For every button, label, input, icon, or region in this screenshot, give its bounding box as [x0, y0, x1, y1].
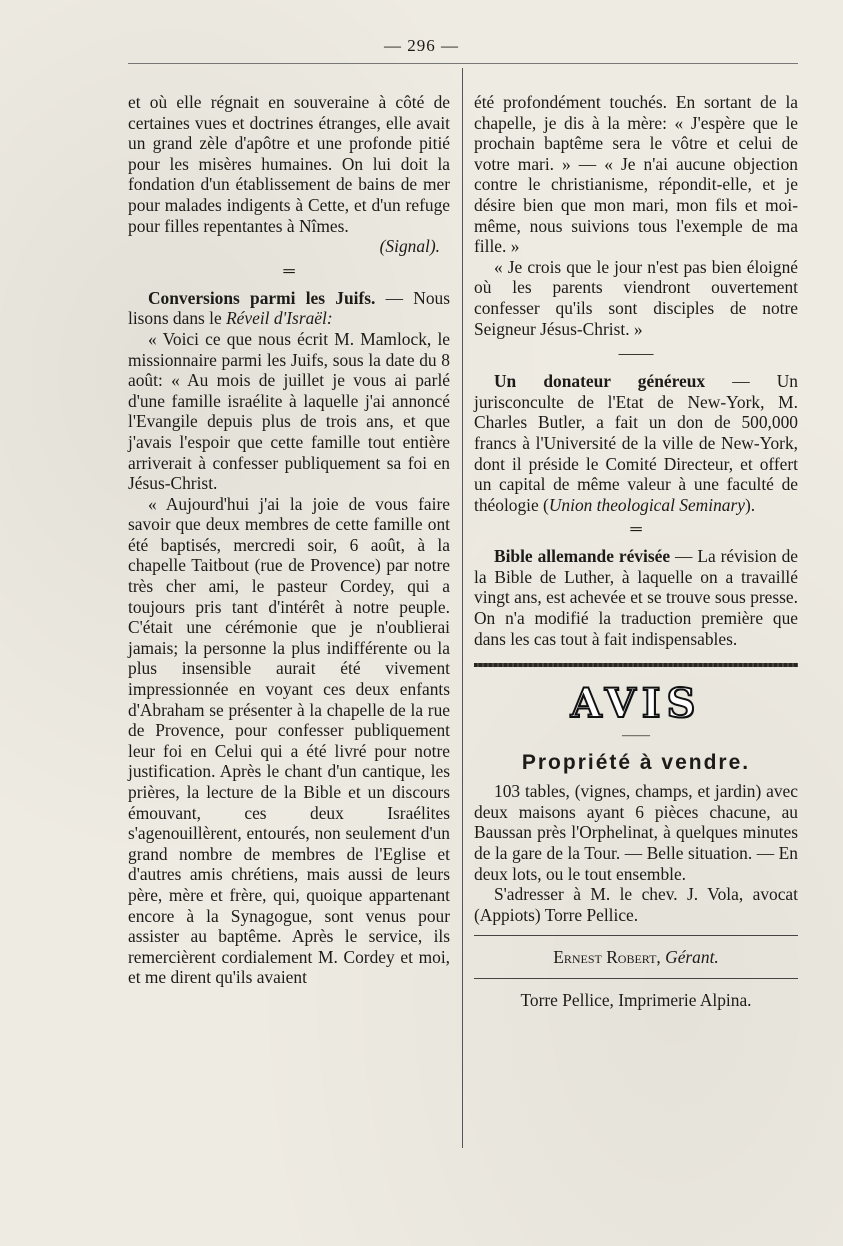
article-text: — La révision de la Bible de Luther, à laquelle on a travaillé vingt ans, est achevée et se trouve sous presse. On n'a modifié la traduction première que dans les cas tout à fait indispensables.	[474, 546, 798, 649]
donateur-article	[474, 371, 798, 515]
article-paragraph: « Je crois que le jour n'est pas bien éloigné où les parents viendront ouvertement confesser qu'ils sont disciples de notre Seigneur Jésus-Christ. »	[474, 256, 798, 339]
article-title: Un donateur généreux	[494, 371, 706, 392]
obituary-continuation: et où elle régnait en souveraine à côté de certaines vues et doctrines étranges, elle avait un grand zèle d'apôtre et une profonde pitié pour les misères humaines. On lui doit la fondation d'un établissement de bains de mer pour malades indigents à Cette, et d'un refuge pour filles repentantes à Nîmes.	[128, 92, 450, 236]
heavy-rule	[474, 663, 798, 667]
thin-rule	[474, 935, 798, 936]
article-paragraph: été profondément touchés. En sortant de la chapelle, je dis à la mère: « J'espère que le prochain baptême sera le vôtre et celui de votre mari. » — « Je n'ai aucune objection contre le christianisme, répondit-elle, et je désire bien que mon mari, mon fils et moi-même, nous suivions tous l'exemple de ma fille. »	[474, 92, 798, 257]
section-separator: ═	[630, 521, 642, 539]
section-separator: ═	[283, 262, 295, 280]
gerant-name: Ernest Robert,	[553, 947, 661, 968]
conversions-article-heading	[128, 288, 450, 329]
article-text-end: ).	[744, 494, 756, 515]
contact-text: S'adresser à M. le chev. J. Vola, avocat (Appiots) Torre Pellice.	[474, 884, 798, 925]
article-title: Bible allemande révisée	[494, 546, 671, 567]
header-rule	[128, 63, 798, 64]
avis-separator: ——	[622, 728, 650, 744]
gerant-title: Gérant.	[665, 947, 719, 968]
column-divider	[462, 68, 463, 1148]
bible-article	[474, 546, 798, 649]
avis-heading: AVIS	[570, 680, 702, 728]
article-intro: — Nous lisons dans le	[128, 287, 450, 329]
property-text: 103 tables, (vignes, champs, et jardin) avec deux maisons ayant 6 pièces chacune, au Baussan près l'Orphelinat, à quelques minutes de la gare de la Tour. — Belle situation. — En deux lots, ou le tout ensemble.	[474, 781, 798, 884]
gerant-line	[474, 946, 798, 968]
article-paragraph: « Voici ce que nous écrit M. Mamlock, le missionnaire parmi les Juifs, sous la date du 8 août: « Au mois de juillet je vous ai parlé d'une famille israélite à laquelle j'ai annoncé l'Evangile depuis plus de trois ans, et que j'avais l'espoir que cette famille tout entière arriverait à confesser publiquement sa foi en Jésus-Christ.	[128, 328, 450, 494]
page-number: — 296 —	[384, 36, 459, 55]
left-column	[128, 92, 450, 988]
article-source: Réveil d'Israël:	[226, 308, 333, 329]
section-separator: ——	[618, 343, 654, 364]
article-title: Conversions parmi les Juifs.	[148, 287, 376, 308]
article-source: Union theological Seminary	[548, 494, 745, 515]
right-column	[474, 92, 798, 1011]
thin-rule	[474, 978, 798, 979]
imprimerie-line: Torre Pellice, Imprimerie Alpina.	[520, 990, 752, 1011]
property-title: Propriété à vendre.	[521, 751, 751, 775]
article-text: — Un jurisconculte de l'Etat de New-York, M. Charles Butler, a fait un don de 500,000 francs à l'Université de la ville de New-York, dont il préside le Comité Directeur, et offert un capital de même valeur à une faculté de théologie (	[474, 371, 799, 515]
article-paragraph: « Aujourd'hui j'ai la joie de vous faire savoir que deux membres de cette famille ont été baptisés, mercredi soir, 6 août, à la chapelle Taitbout (rue de Provence) par notre très cher ami, le pasteur Cordey, qui a toujours pris tant d'intérêt à notre peuple. C'était une cérémonie que je n'oublierai jamais; la personne la plus indifférente ou la plus insensible aurait été vivement impressionnée en voyant ces deux enfants d'Abraham se présenter à la chapelle de la rue de Provence, pour confesser publiquement leur foi en Celui qui a été livré pour notre justification. Après le chant d'un cantique, les prières, la lecture de la Bible et un discours émouvant, ces deux Israélites s'agenouillèrent, entourés, non seulement d'un grand nombre de membres de l'Eglise et d'autres amis chrétiens, mais aussi de leurs père, mère et frère, qui, quoique appartenant encore à la Synagogue, sont venus pour assister au baptême. Après le service, ils remercièrent cordialement M. Cordey et moi, et me dirent qu'ils avaient	[128, 493, 450, 988]
source-signature: (Signal).	[379, 236, 440, 257]
